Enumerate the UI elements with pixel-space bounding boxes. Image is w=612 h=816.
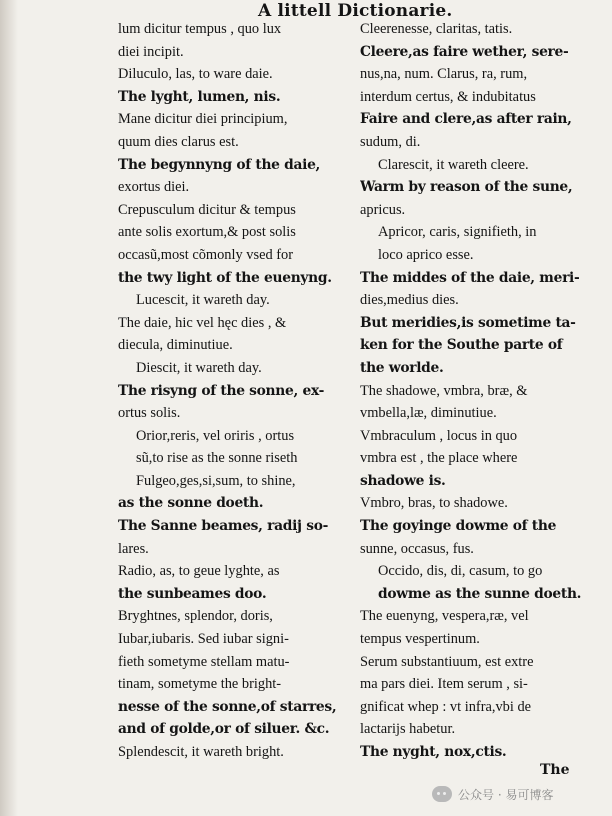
left-column-line: Fulgeo,ges,si,sum, to shine, <box>136 472 296 489</box>
right-column-line: lactarijs habetur. <box>360 721 456 738</box>
right-column-line: But meridies,is sometime ta- <box>360 314 576 331</box>
right-column-line: tempus vespertinum. <box>360 631 480 648</box>
left-column-line: Radio, as, to geue lyghte, as <box>118 563 280 580</box>
left-column-line: Orior,reris, vel oriris , ortus <box>136 427 295 444</box>
left-column-line: diei incipit. <box>118 43 184 60</box>
right-column-line: shadowe is. <box>360 472 446 489</box>
left-column-line: and of golde,or of siluer. &c. <box>118 721 330 738</box>
right-column-line: Warm by reason of the sune, <box>360 179 573 196</box>
right-column-line: sudum, di. <box>360 133 421 150</box>
right-column-line: Serum substantiuum, est extre <box>360 653 534 670</box>
right-column-line: The goyinge dowme of the <box>360 518 557 535</box>
left-column-line: Bryghtnes, splendor, doris, <box>118 608 273 625</box>
left-column-line: Diescit, it wareth day. <box>136 359 262 376</box>
right-column-line: Vmbraculum , locus in quo <box>360 427 518 444</box>
right-column-line: vmbella,læ, diminutiue. <box>360 405 497 422</box>
left-column-line: diecula, diminutiue. <box>118 337 233 354</box>
catchword: The <box>540 762 570 778</box>
left-column-line: quum dies clarus est. <box>118 133 239 150</box>
right-column-line: interdum certus, & indubitatus <box>360 88 536 105</box>
right-column-line: The shadowe, vmbra, bræ, & <box>360 382 528 399</box>
right-column-line: Faire and clere,as after rain, <box>360 111 572 128</box>
left-column-line: the twy light of the euenyng. <box>118 269 332 286</box>
left-column-line: The lyght, lumen, nis. <box>118 88 281 105</box>
right-column-line: Apricor, caris, signifieth, in <box>378 224 537 241</box>
right-column-line: Vmbro, bras, to shadowe. <box>360 495 508 512</box>
right-column-line: Cleere,as faire wether, sere- <box>360 43 569 60</box>
right-column-line: ma pars diei. Item serum , si- <box>360 676 528 693</box>
left-column <box>118 18 353 764</box>
left-column-line: Lucescit, it wareth day. <box>136 292 270 309</box>
left-column-line: as the sonne doeth. <box>118 495 264 512</box>
left-column-line: exortus diei. <box>118 179 190 196</box>
right-column-line: dowme as the sunne doeth. <box>378 585 582 602</box>
right-column-line: apricus. <box>360 201 406 218</box>
right-column-line: The middes of the daie, meri- <box>360 269 580 286</box>
watermark-text: 公众号 · 易可博客 <box>458 787 554 802</box>
right-column-line: dies,medius dies. <box>360 292 459 309</box>
right-column-line: The euenyng, vespera,ræ, vel <box>360 608 529 625</box>
right-column-line: Cleerenesse, claritas, tatis. <box>360 21 513 37</box>
right-column-line: gnificat whep : vt infra,vbi de <box>360 698 532 715</box>
left-column-line: occasũ,most cõmonly vsed for <box>118 246 294 263</box>
wechat-icon <box>432 786 452 802</box>
left-column-line: Splendescit, it wareth bright. <box>118 744 284 760</box>
right-column-line: the worlde. <box>360 359 444 376</box>
right-column <box>360 18 600 764</box>
left-column-line: sũ,to rise as the sonne riseth <box>136 450 298 467</box>
left-column-line: The risyng of the sonne, ex- <box>118 382 325 399</box>
left-column-line: lum dicitur tempus , quo lux <box>118 21 282 37</box>
right-column-line: Clarescit, it wareth cleere. <box>378 156 529 173</box>
left-column-line: lares. <box>118 540 149 557</box>
right-column-line: The nyght, nox,ctis. <box>360 744 507 760</box>
left-column-line: The Sanne beames, radij so- <box>118 518 329 535</box>
left-column-line: Iubar,iubaris. Sed iubar signi- <box>118 631 289 648</box>
right-column-line: Occido, dis, di, casum, to go <box>378 563 543 580</box>
watermark <box>432 781 610 807</box>
right-column-line: loco aprico esse. <box>378 246 474 263</box>
left-column-line: Crepusculum dicitur & tempus <box>118 201 296 218</box>
left-column-line: tinam, sometyme the bright- <box>118 676 282 693</box>
left-column-line: fieth sometyme stellam matu- <box>118 653 290 670</box>
left-column-line: Diluculo, las, to ware daie. <box>118 66 273 83</box>
left-column-line: the sunbeames doo. <box>118 585 267 602</box>
left-column-line: Mane dicitur diei principium, <box>118 111 288 128</box>
left-column-line: The begynnyng of the daie, <box>118 156 321 173</box>
right-column-line: sunne, occasus, fus. <box>360 540 474 557</box>
left-column-line: The daie, hic vel hęc dies , & <box>118 314 287 331</box>
running-header: A littell Dictionarie. <box>258 1 453 21</box>
right-column-line: ken for the Southe parte of <box>360 337 563 354</box>
left-column-line: ante solis exortum,& post solis <box>118 224 296 241</box>
right-column-line: nus,na, num. Clarus, ra, rum, <box>360 66 528 83</box>
page-gutter-shadow <box>0 0 18 816</box>
left-column-line: ortus solis. <box>118 405 181 422</box>
right-column-line: vmbra est , the place where <box>360 450 518 467</box>
left-column-line: nesse of the sonne,of starres, <box>118 698 337 715</box>
